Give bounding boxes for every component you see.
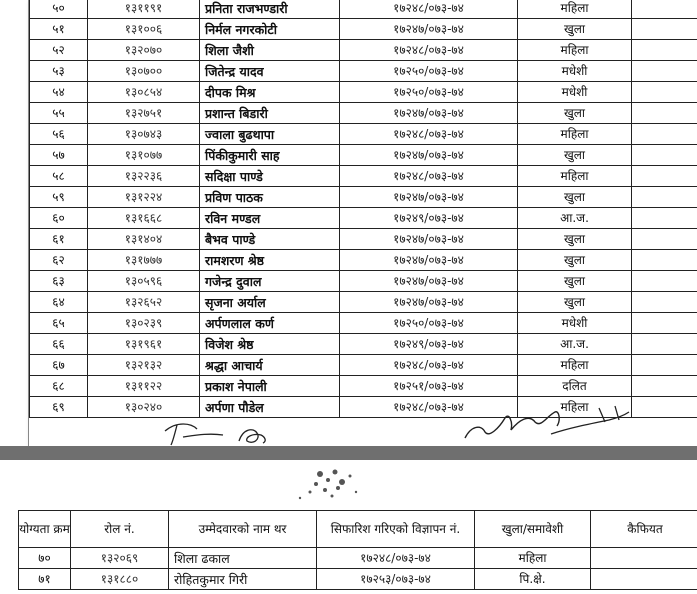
- candidate-name-cell: निर्मल नगरकोटी: [200, 19, 340, 40]
- candidate-name-cell: रोहितकुमार गिरी: [169, 569, 317, 590]
- merit-order-cell: ६३: [30, 271, 88, 292]
- result-table-upper-body: [30, 0, 697, 418]
- remarks-cell: [632, 208, 697, 229]
- category-cell: आ.ज.: [518, 208, 632, 229]
- table-row: [30, 19, 697, 40]
- table-row: [30, 61, 697, 82]
- candidate-name-cell: पिंकीकुमारी साह: [200, 145, 340, 166]
- remarks-cell: [632, 376, 697, 397]
- advertisement-no-cell: १७२४८/०७३-७४: [340, 40, 518, 61]
- category-cell: महिला: [518, 397, 632, 418]
- table-row: [19, 548, 697, 569]
- header-category: खुला/समावेशी: [475, 511, 591, 548]
- merit-order-cell: ६५: [30, 313, 88, 334]
- category-cell: खुला: [518, 229, 632, 250]
- roll-no-cell: १३२०६९: [71, 548, 169, 569]
- page-gap: [0, 446, 697, 460]
- candidate-name-cell: ज्वाला बुढथापा: [200, 124, 340, 145]
- merit-order-cell: ६६: [30, 334, 88, 355]
- remarks-cell: [632, 0, 697, 19]
- table-row: [30, 103, 697, 124]
- remarks-cell: [632, 397, 697, 418]
- table-row: [30, 334, 697, 355]
- remarks-cell: [632, 40, 697, 61]
- advertisement-no-cell: १७२४८/०७३-७४: [340, 124, 518, 145]
- table-row: [30, 208, 697, 229]
- merit-order-cell: ५७: [30, 145, 88, 166]
- category-cell: आ.ज.: [518, 334, 632, 355]
- category-cell: महिला: [518, 40, 632, 61]
- candidate-name-cell: सृजना अर्याल: [200, 292, 340, 313]
- roll-no-cell: १३११२२: [88, 376, 200, 397]
- remarks-cell: [632, 124, 697, 145]
- advertisement-no-cell: १७२४९/०७३-७४: [340, 334, 518, 355]
- advertisement-no-cell: १७२५०/०७३-७४: [340, 82, 518, 103]
- result-table-upper: [29, 0, 697, 418]
- category-cell: पि.क्षे.: [475, 569, 591, 590]
- remarks-cell: [632, 313, 697, 334]
- roll-no-cell: १३१७७७: [88, 250, 200, 271]
- table-row: [30, 376, 697, 397]
- roll-no-cell: १३१०७७: [88, 145, 200, 166]
- category-cell: खुला: [518, 271, 632, 292]
- category-cell: महिला: [518, 355, 632, 376]
- merit-order-cell: ५०: [30, 0, 88, 19]
- remarks-cell: [632, 355, 697, 376]
- roll-no-cell: १३२७५१: [88, 103, 200, 124]
- merit-order-cell: ५५: [30, 103, 88, 124]
- merit-order-cell: ५१: [30, 19, 88, 40]
- advertisement-no-cell: १७२४७/०७३-७४: [340, 229, 518, 250]
- advertisement-no-cell: १७२४८/०७३-७४: [317, 548, 475, 569]
- remarks-cell: [632, 292, 697, 313]
- remarks-cell: [591, 548, 697, 569]
- merit-order-cell: ५९: [30, 187, 88, 208]
- advertisement-no-cell: १७२४८/०७३-७४: [340, 355, 518, 376]
- roll-no-cell: १३०२३९: [88, 313, 200, 334]
- result-table-lower: [18, 510, 697, 590]
- advertisement-no-cell: १७२४८/०७३-७४: [340, 0, 518, 19]
- table-row: [30, 313, 697, 334]
- advertisement-no-cell: १७२४७/०७३-७४: [340, 103, 518, 124]
- candidate-name-cell: प्रशान्त बिडारी: [200, 103, 340, 124]
- remarks-cell: [632, 19, 697, 40]
- roll-no-cell: १३०५९६: [88, 271, 200, 292]
- advertisement-no-cell: १७२४७/०७३-७४: [340, 145, 518, 166]
- table-row: [30, 187, 697, 208]
- candidate-name-cell: सदिक्षा पाण्डे: [200, 166, 340, 187]
- table-row: [30, 82, 697, 103]
- table-row: [30, 124, 697, 145]
- category-cell: मधेशी: [518, 82, 632, 103]
- merit-order-cell: ५३: [30, 61, 88, 82]
- roll-no-cell: १३१८८०: [71, 569, 169, 590]
- advertisement-no-cell: १७२४९/०७३-७४: [340, 208, 518, 229]
- advertisement-no-cell: १७२४८/०७३-७४: [340, 166, 518, 187]
- advertisement-no-cell: १७२४८/०७३-७४: [340, 397, 518, 418]
- table-row: [30, 145, 697, 166]
- signature-right: [459, 398, 639, 444]
- category-cell: मधेशी: [518, 61, 632, 82]
- advertisement-no-cell: १७२५१/०७३-७४: [340, 376, 518, 397]
- roll-no-cell: १३१६६८: [88, 208, 200, 229]
- roll-no-cell: १३२२३६: [88, 166, 200, 187]
- roll-no-cell: १३२६५२: [88, 292, 200, 313]
- category-cell: खुला: [518, 250, 632, 271]
- merit-order-cell: ५२: [30, 40, 88, 61]
- table-row: [30, 229, 697, 250]
- roll-no-cell: १३०२४०: [88, 397, 200, 418]
- remarks-cell: [632, 145, 697, 166]
- category-cell: महिला: [518, 0, 632, 19]
- remarks-cell: [632, 61, 697, 82]
- candidate-name-cell: शिला जैशी: [200, 40, 340, 61]
- merit-order-cell: ६७: [30, 355, 88, 376]
- roll-no-cell: १३२१३२: [88, 355, 200, 376]
- candidate-name-cell: प्रविण पाठक: [200, 187, 340, 208]
- remarks-cell: [591, 569, 697, 590]
- roll-no-cell: १३०७००: [88, 61, 200, 82]
- table-row: [19, 569, 697, 590]
- roll-no-cell: १३१००६: [88, 19, 200, 40]
- merit-order-cell: ५४: [30, 82, 88, 103]
- candidate-name-cell: प्रनिता राजभण्डारी: [200, 0, 340, 19]
- roll-no-cell: १३१२२४: [88, 187, 200, 208]
- category-cell: महिला: [518, 124, 632, 145]
- table-row: [30, 250, 697, 271]
- header-remarks: कैफियत: [591, 511, 697, 548]
- merit-order-cell: ६१: [30, 229, 88, 250]
- category-cell: खुला: [518, 145, 632, 166]
- roll-no-cell: १३०७४३: [88, 124, 200, 145]
- advertisement-no-cell: १७२४७/०७३-७४: [340, 292, 518, 313]
- advertisement-no-cell: १७२५०/०७३-७४: [340, 313, 518, 334]
- roll-no-cell: १३२०७०: [88, 40, 200, 61]
- remarks-cell: [632, 229, 697, 250]
- merit-order-cell: ६८: [30, 376, 88, 397]
- candidate-name-cell: प्रकाश नेपाली: [200, 376, 340, 397]
- advertisement-no-cell: १७२४७/०७३-७४: [340, 271, 518, 292]
- remarks-cell: [632, 187, 697, 208]
- candidate-name-cell: दीपक मिश्र: [200, 82, 340, 103]
- remarks-cell: [632, 271, 697, 292]
- remarks-cell: [632, 334, 697, 355]
- merit-order-cell: ६४: [30, 292, 88, 313]
- merit-order-cell: ६९: [30, 397, 88, 418]
- candidate-name-cell: श्रद्धा आचार्य: [200, 355, 340, 376]
- header-advertisement-no: सिफारिश गरिएको विज्ञापन नं.: [317, 511, 475, 548]
- candidate-name-cell: गजेन्द्र दुवाल: [200, 271, 340, 292]
- category-cell: खुला: [518, 19, 632, 40]
- category-cell: खुला: [518, 187, 632, 208]
- category-cell: दलित: [518, 376, 632, 397]
- merit-order-cell: ६२: [30, 250, 88, 271]
- candidate-name-cell: रविन मण्डल: [200, 208, 340, 229]
- advertisement-no-cell: १७२४७/०७३-७४: [340, 250, 518, 271]
- category-cell: महिला: [475, 548, 591, 569]
- table-row: [30, 40, 697, 61]
- document-page-upper: [28, 0, 697, 446]
- category-cell: मधेशी: [518, 313, 632, 334]
- result-table-lower-body: [19, 548, 697, 590]
- roll-no-cell: १३११९१: [88, 0, 200, 19]
- advertisement-no-cell: १७२४७/०७३-७४: [340, 19, 518, 40]
- candidate-name-cell: जितेन्द्र यादव: [200, 61, 340, 82]
- table-row: [30, 292, 697, 313]
- document-page-lower: [0, 460, 697, 594]
- candidate-name-cell: बैभव पाण्डे: [200, 229, 340, 250]
- table-row: [30, 355, 697, 376]
- merit-order-cell: ६०: [30, 208, 88, 229]
- merit-order-cell: ५८: [30, 166, 88, 187]
- table-row: [30, 271, 697, 292]
- remarks-cell: [632, 82, 697, 103]
- scan-noise-mark: [280, 462, 400, 506]
- remarks-cell: [632, 103, 697, 124]
- candidate-name-cell: रामशरण श्रेष्ठ: [200, 250, 340, 271]
- advertisement-no-cell: १७२५०/०७३-७४: [340, 61, 518, 82]
- merit-order-cell: ७१: [19, 569, 71, 590]
- roll-no-cell: १३१४०४: [88, 229, 200, 250]
- advertisement-no-cell: १७२४७/०७३-७४: [340, 187, 518, 208]
- table-row: [30, 0, 697, 19]
- header-candidate-name: उम्मेदवारको नाम थर: [169, 511, 317, 548]
- candidate-name-cell: विजेश श्रेष्ठ: [200, 334, 340, 355]
- category-cell: महिला: [518, 166, 632, 187]
- candidate-name-cell: अर्पणा पौडेल: [200, 397, 340, 418]
- roll-no-cell: १३१९६१: [88, 334, 200, 355]
- candidate-name-cell: अर्पणलाल कर्ण: [200, 313, 340, 334]
- roll-no-cell: १३०८५४: [88, 82, 200, 103]
- candidate-name-cell: शिला ढकाल: [169, 548, 317, 569]
- table-header-row: [19, 511, 697, 548]
- signature-left: [157, 415, 277, 446]
- category-cell: खुला: [518, 103, 632, 124]
- header-roll-no: रोल नं.: [71, 511, 169, 548]
- remarks-cell: [632, 250, 697, 271]
- advertisement-no-cell: १७२५३/०७३-७४: [317, 569, 475, 590]
- merit-order-cell: ५६: [30, 124, 88, 145]
- table-row: [30, 166, 697, 187]
- remarks-cell: [632, 166, 697, 187]
- merit-order-cell: ७०: [19, 548, 71, 569]
- header-merit-order: योग्यता क्रम: [19, 511, 71, 548]
- category-cell: खुला: [518, 292, 632, 313]
